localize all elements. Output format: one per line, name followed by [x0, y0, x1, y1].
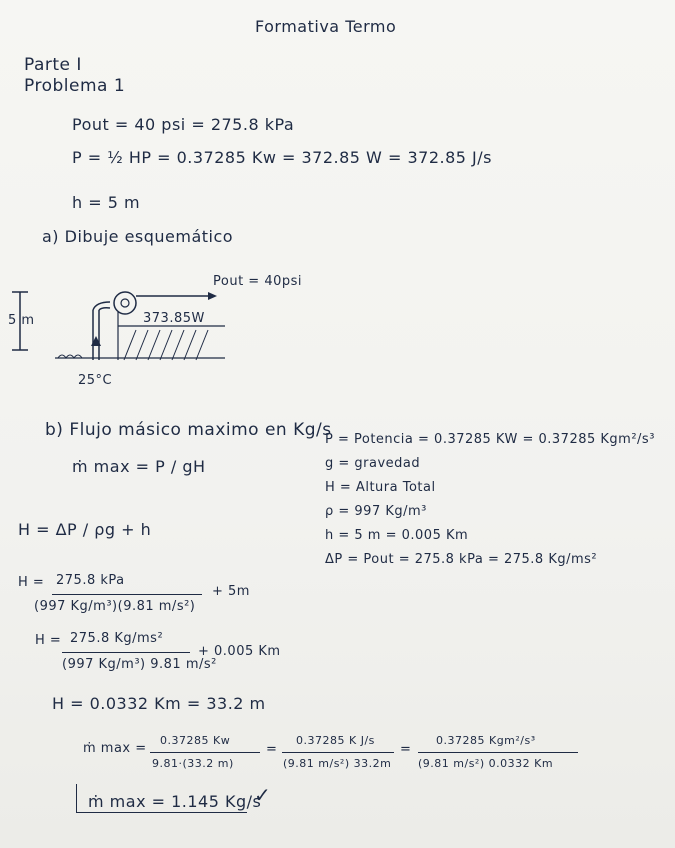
h-formula: H = ΔP / ρg + h: [18, 520, 152, 539]
h-sub1-denominator: (997 Kg/m³)(9.81 m/s²): [34, 599, 196, 614]
def-total-height: H = Altura Total: [325, 480, 436, 495]
def-power: P = Potencia = 0.37285 KW = 0.37285 Kgm²/s³: [325, 432, 655, 447]
fraction-bar: [52, 594, 202, 595]
def-delta-p: ΔP = Pout = 275.8 kPa = 275.8 Kg/ms²: [325, 552, 598, 567]
given-height: h = 5 m: [72, 193, 141, 212]
given-pout: Pout = 40 psi = 275.8 kPa: [72, 115, 295, 134]
fraction-bar: [62, 652, 190, 653]
mmax-calc-label: ṁ max =: [83, 741, 147, 756]
part-b-heading: b) Flujo másico maximo en Kg/s: [45, 420, 332, 440]
h-sub2-denominator: (997 Kg/m³) 9.81 m/s²: [62, 657, 217, 672]
part-heading: Parte I: [24, 55, 82, 75]
fraction-bar: [282, 752, 394, 753]
def-gravity: g = gravedad: [325, 456, 421, 471]
h-sub1-numerator: 275.8 kPa: [56, 573, 125, 588]
problem-heading: Problema 1: [24, 76, 126, 96]
page-title: Formativa Termo: [255, 17, 397, 36]
fraction-bar: [418, 752, 578, 753]
mmax-calc-1-den: 9.81·(33.2 m): [152, 757, 234, 770]
mmax-calc-2-num: 0.37285 K J/s: [296, 734, 375, 747]
mmax-calc-2-den: (9.81 m/s²) 33.2m: [283, 757, 392, 770]
power-label: 373.85W: [143, 311, 205, 326]
temperature-label: 25°C: [78, 373, 113, 388]
given-power: P = ½ HP = 0.37285 Kw = 372.85 W = 372.85 J/s: [72, 148, 492, 167]
part-a-label: a) Dibuje esquemático: [42, 227, 234, 246]
h-sub1-plus: + 5m: [212, 584, 250, 599]
check-mark: ✓: [254, 783, 272, 807]
mmax-calc-1-num: 0.37285 Kw: [160, 734, 231, 747]
mmax-formula: ṁ max = P / gH: [72, 457, 206, 476]
equals-sign: =: [266, 742, 278, 757]
h-sub2-label: H =: [35, 633, 62, 648]
mmax-calc-3-den: (9.81 m/s²) 0.0332 Km: [418, 757, 554, 770]
def-h: h = 5 m = 0.005 Km: [325, 528, 469, 543]
equals-sign: =: [400, 742, 412, 757]
height-label: 5 m: [8, 313, 35, 328]
mmax-calc-3-num: 0.37285 Kgm²/s³: [436, 734, 536, 747]
pout-label: Pout = 40psi: [213, 274, 303, 289]
h-sub2-plus: + 0.005 Km: [198, 644, 281, 659]
h-result: H = 0.0332 Km = 33.2 m: [52, 694, 266, 713]
def-density: ρ = 997 Kg/m³: [325, 504, 427, 519]
fraction-bar: [150, 752, 260, 753]
h-sub2-numerator: 275.8 Kg/ms²: [70, 631, 164, 646]
final-result: ṁ max = 1.145 Kg/s: [88, 792, 262, 811]
h-sub1-label: H =: [18, 575, 45, 590]
